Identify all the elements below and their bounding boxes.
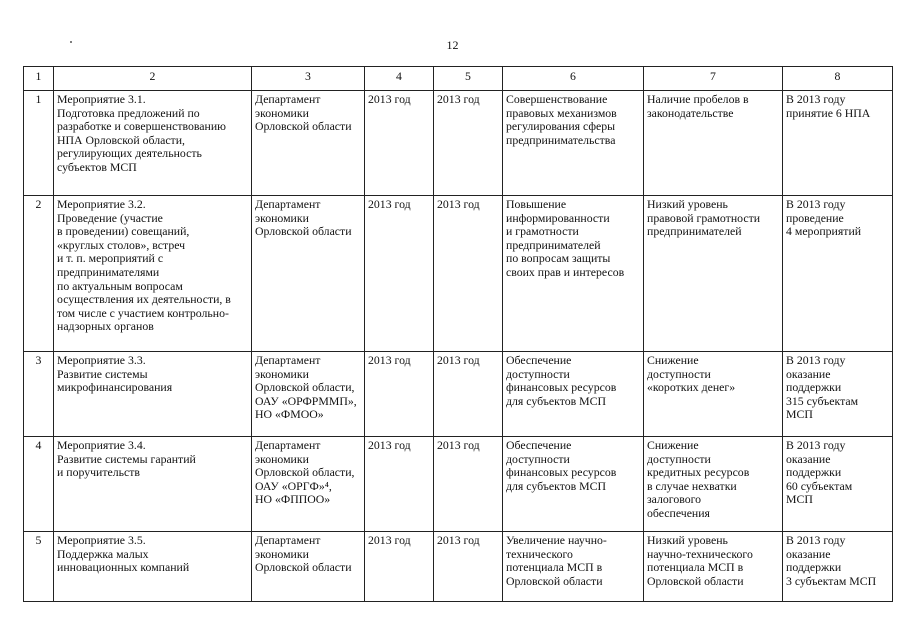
start-cell: 2013 год [365, 352, 434, 437]
risk-cell: Снижение доступности «коротких денег» [644, 352, 783, 437]
page-number: 12 [446, 38, 459, 52]
goal-cell: Обеспечение доступности финансовых ресурсов для субъектов МСП [503, 352, 644, 437]
event-cell: Мероприятие 3.1. Подготовка предложений по разработке и совершенствованию НПА Орловской области, регулирующих деятельность субъектов МСП [54, 91, 252, 196]
goal-cell: Обеспечение доступности финансовых ресурсов для субъектов МСП [503, 437, 644, 532]
result-cell: В 2013 году оказание поддержки 60 субъектам МСП [783, 437, 893, 532]
end-cell: 2013 год [434, 196, 503, 352]
col-header-8: 8 [783, 67, 893, 91]
col-header-7: 7 [644, 67, 783, 91]
col-header-4: 4 [365, 67, 434, 91]
executor-cell: Департамент экономики Орловской области [252, 196, 365, 352]
result-cell: В 2013 году проведение 4 мероприятий [783, 196, 893, 352]
executor-cell: Департамент экономики Орловской области [252, 532, 365, 602]
goal-cell: Совершенствование правовых механизмов регулирования сферы предпринимательства [503, 91, 644, 196]
end-cell: 2013 год [434, 532, 503, 602]
end-cell: 2013 год [434, 437, 503, 532]
measures-table [23, 66, 893, 602]
risk-cell: Снижение доступности кредитных ресурсов в случае нехватки залогового обеспечения [644, 437, 783, 532]
start-cell: 2013 год [365, 437, 434, 532]
row-number: 1 [24, 91, 54, 196]
result-cell: В 2013 году оказание поддержки 3 субъектам МСП [783, 532, 893, 602]
start-cell: 2013 год [365, 91, 434, 196]
table-row [24, 352, 893, 437]
risk-cell: Наличие пробелов в законодательстве [644, 91, 783, 196]
table-row [24, 437, 893, 532]
event-cell: Мероприятие 3.5. Поддержка малых инновационных компаний [54, 532, 252, 602]
event-cell: Мероприятие 3.2. Проведение (участие в проведении) совещаний, «круглых столов», встреч и т. п. мероприятий с предпринимателями по актуальным вопросам осуществления их деятельности, в том числе с участием контрольно- надзорных органов [54, 196, 252, 352]
row-number: 5 [24, 532, 54, 602]
event-cell: Мероприятие 3.3. Развитие системы микрофинансирования [54, 352, 252, 437]
row-number: 2 [24, 196, 54, 352]
col-header-1: 1 [24, 67, 54, 91]
end-cell: 2013 год [434, 91, 503, 196]
table-row [24, 196, 893, 352]
risk-cell: Низкий уровень правовой грамотности предпринимателей [644, 196, 783, 352]
row-number: 3 [24, 352, 54, 437]
col-header-6: 6 [503, 67, 644, 91]
col-header-2: 2 [54, 67, 252, 91]
result-cell: В 2013 году принятие 6 НПА [783, 91, 893, 196]
start-cell: 2013 год [365, 196, 434, 352]
goal-cell: Повышение информированности и грамотности предпринимателей по вопросам защиты своих прав и интересов [503, 196, 644, 352]
col-header-3: 3 [252, 67, 365, 91]
row-number: 4 [24, 437, 54, 532]
start-cell: 2013 год [365, 532, 434, 602]
executor-cell: Департамент экономики Орловской области [252, 91, 365, 196]
table-row [24, 532, 893, 602]
executor-cell: Департамент экономики Орловской области, ОАУ «ОРФРММП», НО «ФМОО» [252, 352, 365, 437]
event-cell: Мероприятие 3.4. Развитие системы гарантий и поручительств [54, 437, 252, 532]
result-cell: В 2013 году оказание поддержки 315 субъектам МСП [783, 352, 893, 437]
executor-cell: Департамент экономики Орловской области, ОАУ «ОРГФ»⁴, НО «ФППОО» [252, 437, 365, 532]
table-row [24, 91, 893, 196]
risk-cell: Низкий уровень научно-технического потенциала МСП в Орловской области [644, 532, 783, 602]
goal-cell: Увеличение научно- технического потенциала МСП в Орловской области [503, 532, 644, 602]
end-cell: 2013 год [434, 352, 503, 437]
header-row [24, 67, 893, 91]
col-header-5: 5 [434, 67, 503, 91]
